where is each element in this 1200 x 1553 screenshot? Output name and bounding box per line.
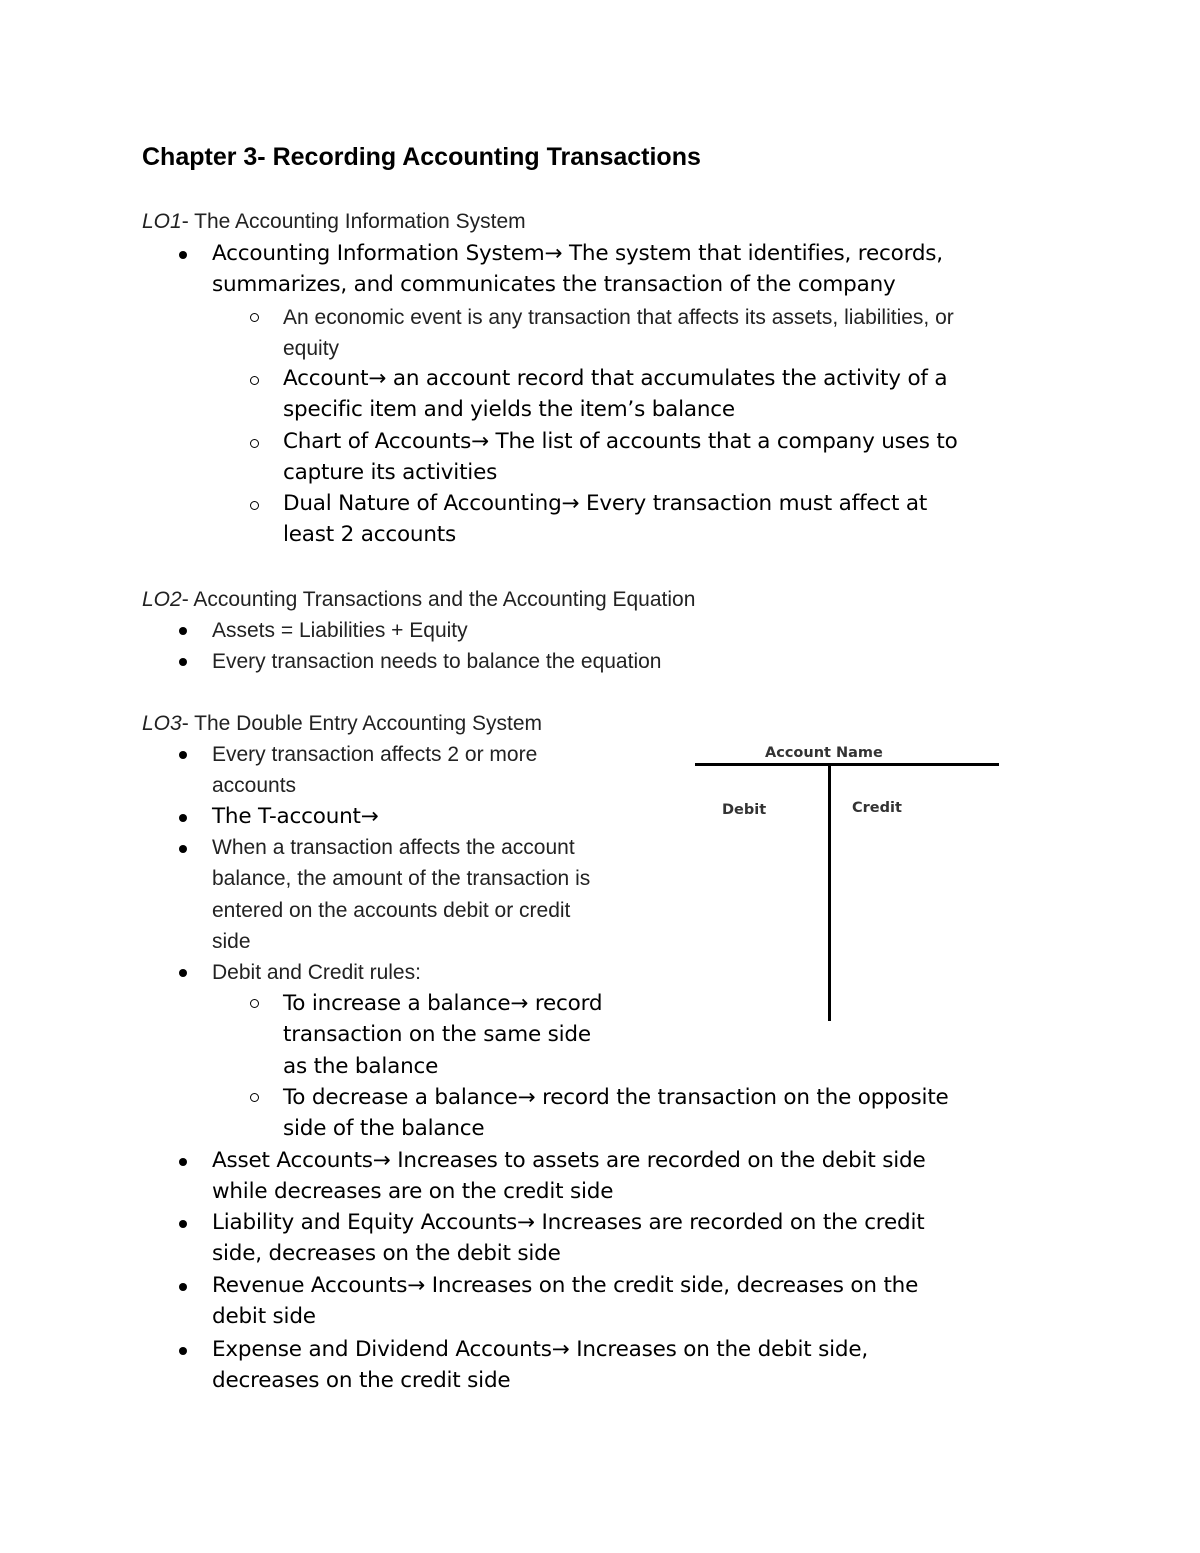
bullet-icon xyxy=(179,1158,187,1166)
bullet-icon xyxy=(179,658,187,666)
bullet-icon xyxy=(179,814,187,822)
t-account-title: Account Name xyxy=(765,745,883,761)
list-item: When a transaction affects the account balance, the amount of the transaction is entered on the accounts debit or credit side xyxy=(212,836,591,953)
list-item: Chart of Accounts→ The list of accounts that a company uses to capture its activities xyxy=(283,429,958,486)
t-account-credit-label: Credit xyxy=(852,800,902,816)
circle-bullet-icon xyxy=(250,313,259,322)
bullet-icon xyxy=(179,1220,187,1228)
bullet-icon xyxy=(179,627,187,635)
page-title: Chapter 3- Recording Accounting Transactions xyxy=(142,143,701,171)
list-item: Expense and Dividend Accounts→ Increases on the debit side, decreases on the credit side xyxy=(212,1337,869,1394)
list-item: To decrease a balance→ record the transaction on the opposite side of the balance xyxy=(283,1085,949,1142)
section-heading-lo1 xyxy=(142,206,526,237)
bullet-icon xyxy=(179,251,187,259)
list-item: An economic event is any transaction that affects its assets, liabilities, or equity xyxy=(283,306,954,361)
list-item: Asset Accounts→ Increases to assets are recorded on the debit side while decreases are on the credit side xyxy=(212,1148,926,1205)
lo3-heading-text: - The Double Entry Accounting System xyxy=(181,712,542,735)
bullet-icon xyxy=(179,751,187,759)
list-item: Every transaction needs to balance the equation xyxy=(212,650,662,673)
section-heading-lo3 xyxy=(142,708,542,739)
lo3-label: LO3 xyxy=(142,712,182,735)
lo1-heading-text: - The Accounting Information System xyxy=(181,210,526,233)
list-item: Dual Nature of Accounting→ Every transaction must affect at least 2 accounts xyxy=(283,491,928,548)
lo2-heading-text: - Accounting Transactions and the Accounting Equation xyxy=(181,588,696,611)
lo2-label: LO2 xyxy=(142,588,182,611)
t-account-vertical-line xyxy=(828,765,831,1021)
list-item: To increase a balance→ record transaction on the same side as the balance xyxy=(283,991,603,1079)
list-item: Assets = Liabilities + Equity xyxy=(212,619,468,642)
section-heading-lo2 xyxy=(142,584,695,615)
circle-bullet-icon xyxy=(250,501,259,510)
circle-bullet-icon xyxy=(250,439,259,448)
circle-bullet-icon xyxy=(250,376,259,385)
bullet-icon xyxy=(179,845,187,853)
t-account-diagram xyxy=(690,740,1010,1030)
list-item: Revenue Accounts→ Increases on the credit side, decreases on the debit side xyxy=(212,1273,919,1330)
list-item: Account→ an account record that accumulates the activity of a specific item and yields the item’s balance xyxy=(283,366,948,423)
t-account-debit-label: Debit xyxy=(722,802,767,818)
circle-bullet-icon xyxy=(250,999,259,1008)
lo1-label: LO1 xyxy=(142,210,182,233)
circle-bullet-icon xyxy=(250,1093,259,1102)
bullet-icon xyxy=(179,1347,187,1355)
list-item: Debit and Credit rules: xyxy=(212,961,421,984)
t-account-horizontal-line xyxy=(695,763,999,766)
bullet-icon xyxy=(179,969,187,977)
list-item: The T-account→ xyxy=(212,804,379,829)
list-item: Every transaction affects 2 or more accounts xyxy=(212,743,538,798)
list-item: Liability and Equity Accounts→ Increases are recorded on the credit side, decreases on the debit side xyxy=(212,1210,925,1267)
bullet-icon xyxy=(179,1283,187,1291)
list-item: Accounting Information System→ The system that identifies, records, summarizes, and communicates the transaction of the company xyxy=(212,241,943,298)
